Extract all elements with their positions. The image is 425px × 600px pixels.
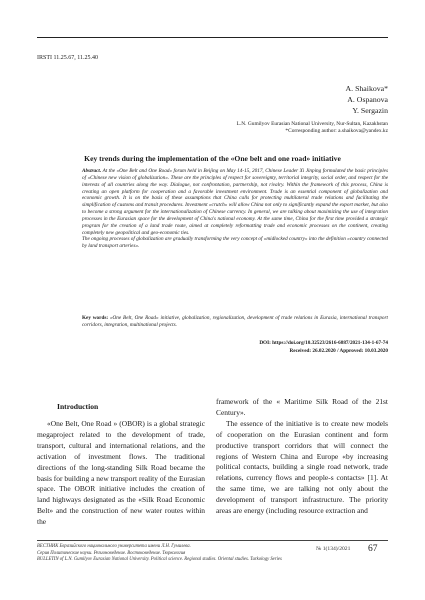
section-heading-introduction: Introduction	[57, 402, 99, 411]
keywords-text: «One Belt, One Road» initiative, globalization, regionalization, development of trade relations in Eurasia, international transport corridors, integration, multinational projects.	[82, 315, 388, 328]
page-number: 67	[368, 544, 378, 554]
affiliation-block	[237, 121, 388, 136]
author-name: Y. Sergazin	[352, 106, 388, 115]
affiliation-institution: L.N. Gumilyov Eurasian National University, Nur-Sultan, Kazakhstan	[236, 121, 388, 127]
journal-footer	[37, 544, 322, 564]
doi-link[interactable]: DOI: https://doi.org/10.32523/2616-6887/2021-134-1-67-74	[259, 340, 388, 346]
keywords-label: Key words:	[82, 315, 109, 321]
received-approved-dates: Received: 26.02.2020 / Approved: 10.03.2020	[289, 348, 388, 354]
body-column-left	[37, 419, 205, 528]
author-name: A. Shaikova*	[345, 84, 388, 93]
footer-line: BULLETIN of L.N. Gumilyov Eurasian National University. Political science. Regional studies. Oriental studies. Turkology Series	[37, 557, 282, 563]
footer-line: Серия Политические науки. Регионоведение. Востоковедение. Тюркология	[37, 550, 186, 556]
doi-block	[259, 339, 388, 355]
keywords	[82, 315, 388, 329]
article-title: Key trends during the implementation of the «One belt and one road» initiative	[84, 154, 341, 163]
footer-line: ВЕСТНИК Евразийского национального университета имени Л.Н. Гумилева.	[37, 544, 191, 549]
abstract-text: At the «One Belt and One Road» forum held in Beijing on May 14-15, 2017, Chinese Leader Xi Jinping formulated the basic principles of «Chinese new vision of globalization». These are the principles of respect for sovereignty, territorial integrity, social order, and respect for the interests of all countries along the way. Dialogue, not confrontation, partnership, not rivalry. Within the framework of this process, China is creating an open platform for cooperation and a favorable investment environment. Trade is an essential component of globalization and economic growth. It is on the basis of these assumptions that China calls for protecting multilateral trade relations and facilitating the simplification of customs and transit procedures. Investment «crutch» will allow China not only to significantly expand the export market, but also to become a strong argument for the internationalization of Chinese currency. In general, we are talking about maximizing the use of integration processes in the Eurasian space for the development of China's national economy. At the same time, China for the first time provided a strategic program for the creation of a land trade route, aimed at completely reformatting trade and economic processes on the continent, creating completely new geopolitical and geo-economic ties.	[82, 168, 388, 236]
footer-rule	[37, 540, 388, 541]
abstract-label: Abstract.	[82, 168, 102, 174]
body-paragraph: The essence of the initiative is to create new models of cooperation on the Eurasian continent and form productive transport corridors that will connect the regions of Western China and Europe «by increasing political contacts, building a single road network, trade relations, currency flows and people-s contacts» [1]. At the same time, we are talking not only about the development of transport infrastructure. The priority areas are energy (including resource extraction and	[216, 418, 388, 516]
author-list	[346, 83, 388, 116]
body-paragraph-continuation: framework of the « Maritime Silk Road of the 21st Century».	[216, 397, 388, 417]
abstract-text-2: The ongoing processes of globalization are gradually transforming the very concept of «midlocked country» into the definition «country connected by land transport arteries».	[82, 236, 388, 250]
body-column-right	[216, 397, 388, 517]
corresponding-author: *Corresponding author: a.shaikova@yandex.kz	[285, 128, 388, 135]
issue-number: № 1(134)/2021	[316, 546, 351, 552]
body-paragraph: «One Belt, One Road » (OBOR) is a global strategic megaproject related to the development of trade, transport, cultural and international relations, and the activation of investment flows. The traditional directions of the long-standing Silk Road became the basis for building a new transport reality of the Eurasian space. The OBOR initiative includes the creation of land highways designated as the «Silk Road Economic Belt» and the construction of new water routes within the	[37, 419, 205, 527]
irsti-code: IRSTI 11.25.67, 11.25.40	[37, 55, 99, 61]
top-rule	[37, 37, 388, 38]
abstract	[82, 168, 388, 250]
author-name: A. Ospanova	[347, 95, 388, 104]
